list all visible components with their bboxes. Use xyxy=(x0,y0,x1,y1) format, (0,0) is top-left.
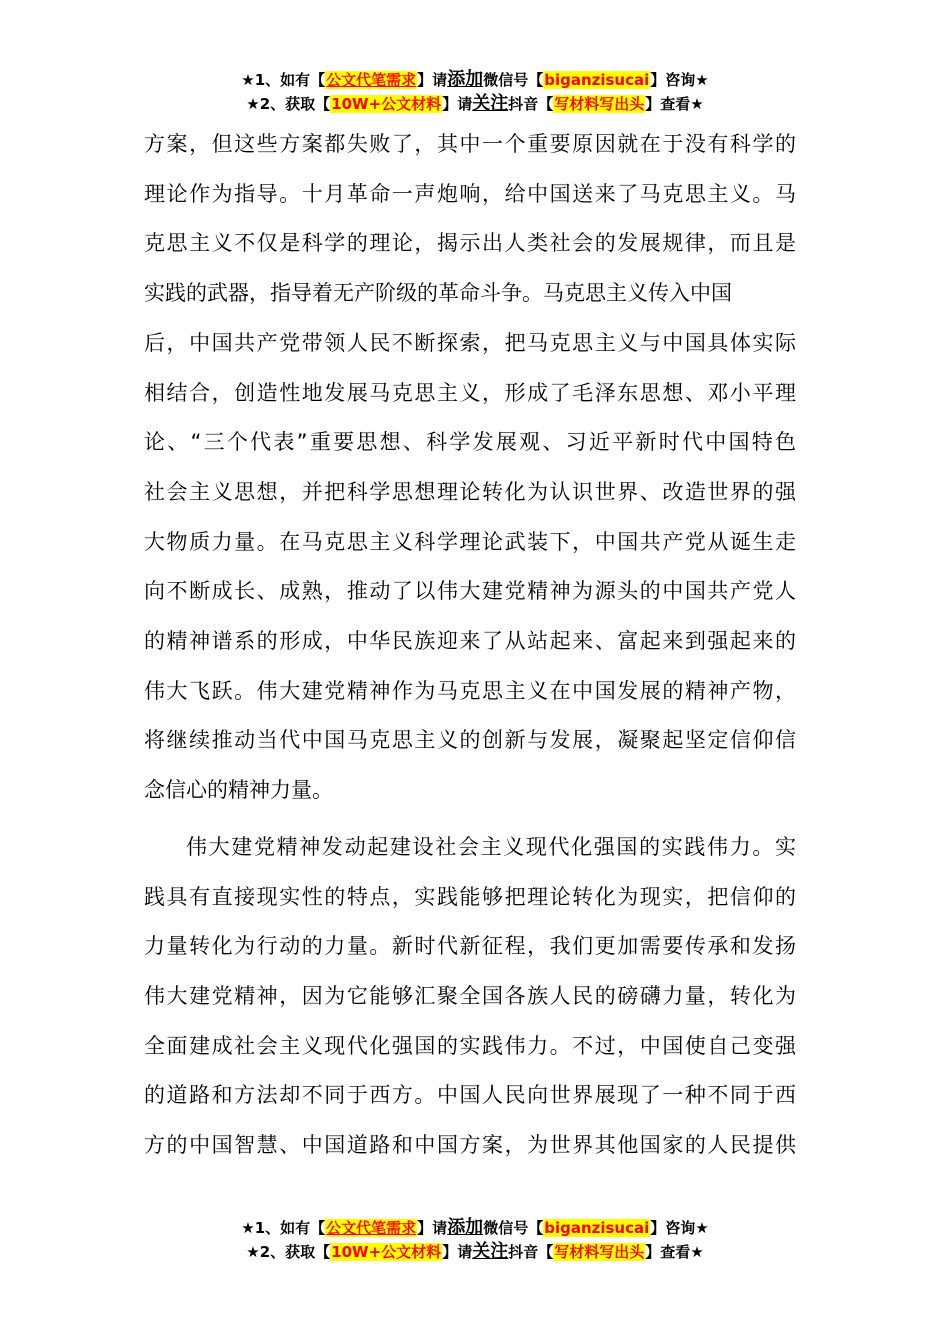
banner-line-1 xyxy=(0,1216,950,1240)
text-line: 相结合，创造性地发展马克思主义，形成了毛泽东思想、邓小平理 xyxy=(144,380,796,405)
banner-text: 抖音【 xyxy=(508,1243,554,1261)
banner-line-2 xyxy=(0,1240,950,1264)
banner-text: 微信号【 xyxy=(483,1219,544,1237)
text-line: 践具有直接现实性的特点，实践能够把理论转化为现实，把信仰的 xyxy=(144,884,796,909)
banner-highlight-service: 公文代笔需求 xyxy=(326,1219,417,1237)
text-line: 理论作为指导。十月革命一声炮响，给中国送来了马克思主义。马 xyxy=(144,181,796,206)
banner-highlight-douyin: 写材料写出头 xyxy=(554,1243,645,1261)
banner-highlight-douyin: 写材料写出头 xyxy=(554,95,645,113)
text-line: 全面建成社会主义现代化强国的实践伟力。不过，中国使自己变强 xyxy=(144,1033,796,1058)
banner-suffix: 】咨询★ xyxy=(650,1219,709,1237)
banner-highlight-wechat-id: biganzisucai xyxy=(544,1219,650,1237)
banner-line-2 xyxy=(0,92,950,116)
text-line: 的道路和方法却不同于西方。中国人民向世界展现了一种不同于西 xyxy=(144,1083,796,1108)
text-line: 的精神谱系的形成，中华民族迎来了从站起来、富起来到强起来的 xyxy=(144,629,796,654)
text-line: 社会主义思想，并把科学思想理论转化为认识世界、改造世界的强 xyxy=(144,479,796,504)
banner-suffix: 】查看★ xyxy=(645,95,704,113)
banner-text: 】请 xyxy=(442,1243,473,1261)
banner-emphasis: 关注 xyxy=(472,1241,509,1262)
banner-prefix: ★2、获取【 xyxy=(246,1243,331,1261)
banner-highlight-materials: 10W+公文材料 xyxy=(331,1243,442,1261)
text-line: 伟大飞跃。伟大建党精神作为马克思主义在中国发展的精神产物， xyxy=(144,678,796,703)
paragraph-1 xyxy=(144,120,796,816)
banner-prefix: ★1、如有【 xyxy=(241,71,326,89)
text-line: 论、“三个代表”重要思想、科学发展观、习近平新时代中国特色 xyxy=(144,430,796,455)
text-line: 后，中国共产党带领人民不断探索，把马克思主义与中国具体实际 xyxy=(144,330,796,355)
text-line: 将继续推动当代中国马克思主义的创新与发展，凝聚起坚定信仰信 xyxy=(144,728,796,753)
text-line: 向不断成长、成熟，推动了以伟大建党精神为源头的中国共产党人 xyxy=(144,579,796,604)
banner-text: 】请 xyxy=(442,95,473,113)
banner-highlight-materials: 10W+公文材料 xyxy=(331,95,442,113)
banner-prefix: ★1、如有【 xyxy=(241,1219,326,1237)
banner-text: 】请 xyxy=(417,1219,448,1237)
banner-emphasis: 关注 xyxy=(472,93,509,114)
paragraph-2 xyxy=(144,823,796,1171)
text-line: 伟大建党精神，因为它能够汇聚全国各族人民的磅礴力量，转化为 xyxy=(144,983,796,1008)
text-line: 大物质力量。在马克思主义科学理论武装下，中国共产党从诞生走 xyxy=(144,529,796,554)
text-line: 实践的武器，指导着无产阶级的革命斗争。马克思主义传入中国 xyxy=(144,281,732,306)
text-line: 念信心的精神力量。 xyxy=(144,778,333,803)
banner-prefix: ★2、获取【 xyxy=(246,95,331,113)
banner-emphasis: 添加 xyxy=(447,69,484,90)
banner-text: 微信号【 xyxy=(483,71,544,89)
text-line: 伟大建党精神发动起建设社会主义现代化强国的实践伟力。实 xyxy=(186,834,796,859)
text-line: 力量转化为行动的力量。新时代新征程，我们更加需要传承和发扬 xyxy=(144,934,796,959)
banner-text: 】请 xyxy=(417,71,448,89)
text-line: 方的中国智慧、中国道路和中国方案，为世界其他国家的人民提供 xyxy=(144,1133,796,1158)
document-body xyxy=(144,120,796,1171)
banner-suffix: 】查看★ xyxy=(645,1243,704,1261)
banner-emphasis: 添加 xyxy=(447,1217,484,1238)
text-line: 克思主义不仅是科学的理论，揭示出人类社会的发展规律，而且是 xyxy=(144,231,796,256)
banner-suffix: 】咨询★ xyxy=(650,71,709,89)
header-banner xyxy=(0,68,950,116)
banner-line-1 xyxy=(0,68,950,92)
text-line: 方案，但这些方案都失败了，其中一个重要原因就在于没有科学的 xyxy=(144,132,796,156)
banner-highlight-wechat-id: biganzisucai xyxy=(544,71,650,89)
banner-highlight-service: 公文代笔需求 xyxy=(326,71,417,89)
footer-banner xyxy=(0,1216,950,1264)
banner-text: 抖音【 xyxy=(508,95,554,113)
